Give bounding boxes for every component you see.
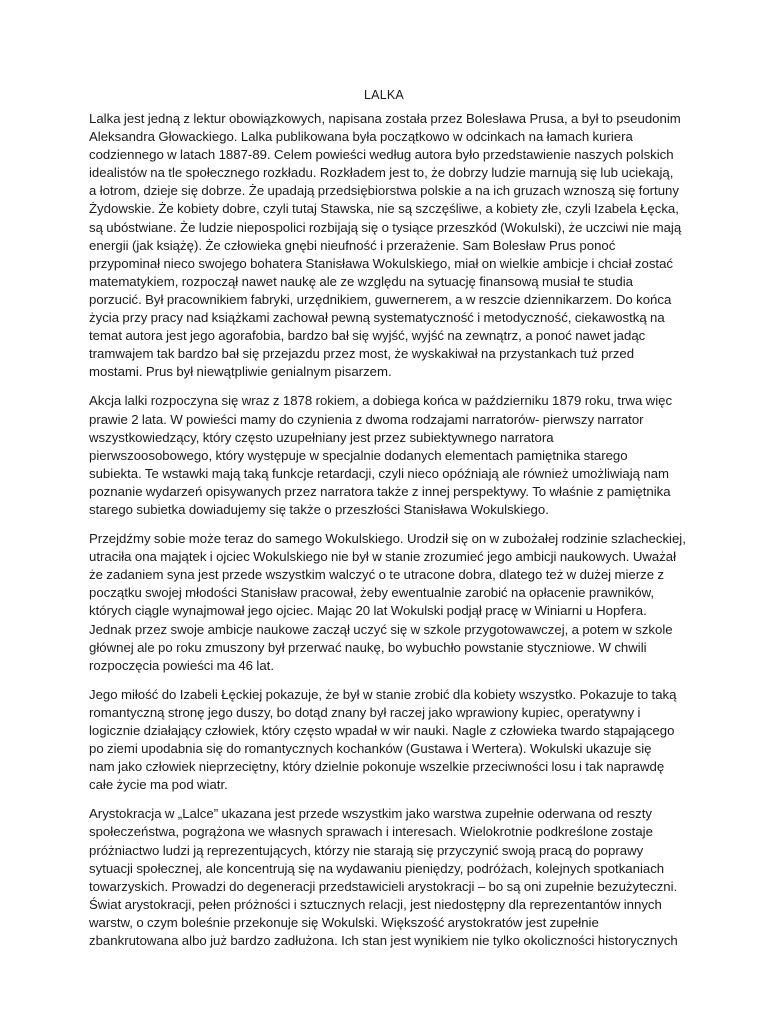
text-line: romantyczną stronę jego duszy, bo dotąd znany był raczej jako wprawiony kupiec, operatywny i [89,704,641,720]
text-line: początku swojej młodości Stanisław pracował, żeby ewentualnie zarobić na opłacenie prawników, [89,585,655,601]
text-line: utraciła ona majątek i ojciec Wokulskiego nie był w stanie zrozumieć jego ambicji naukowych. Uważał [89,549,677,565]
text-line: życia przy pracy nad książkami zachował pewną systematyczność i metodyczność, ciekawostką na [89,310,665,326]
paragraph-2 [89,392,681,519]
text-line: towarzyskich. Prowadzi do degeneracji przedstawicieli arystokracji – bo są oni zupełnie bezużyteczni. [89,878,678,894]
document-title: LALKA [364,88,404,102]
text-line: Arystokracja w „Lalce” ukazana jest przede wszystkim jako warstwa zupełnie oderwana od reszty [89,806,652,822]
text-line: Aleksandra Głowackiego. Lalka publikowana była początkowo w odcinkach na łamach kuriera [89,129,633,145]
text-line: Lalka jest jedną z lektur obowiązkowych, napisana została przez Bolesława Prusa, a był to pseudonim [89,111,681,126]
text-line: matematykiem, rozpoczął nawet naukę ale ze względu na sytuację finansową musiał te studia [89,273,633,289]
paragraph-5 [89,805,681,950]
paragraph-4 [89,686,681,795]
text-line: Jednak przez swoje ambicje naukowe zaczął uczyć się w szkole przygotowawczej, a potem w szkole [89,621,673,637]
paragraph-3 [89,530,686,675]
text-line: Przejdźmy sobie może teraz do samego Wokulskiego. Urodził się on w zubożałej rodzinie szlacheckiej, [89,531,686,547]
text-line: nam jako człowiek nieprzeciętny, który dzielnie pokonuje wszelkie przeciwności losu i tak naprawdę [89,759,665,775]
text-line: po ziemi upodabnia się do romantycznych kochanków (Gustawa i Wertera). Wokulski ukazuje się [89,741,652,757]
text-line: że zadaniem syna jest przede wszystkim walczyć o te utracone dobra, dlatego też w dużej mierze z [89,567,664,583]
text-line: wszystkowiedzący, który często uzupełniany jest przez subiektywnego narratora [89,429,554,445]
text-line: temat autora jest jego agorafobia, bardzo bał się wyjść, wyjść na zewnątrz, a ponoć nawet jadąc [89,328,646,344]
text-line: których ciągle wynajmował jego ojciec. Mając 20 lat Wokulski podjął pracę w Winiarni u Hopfera. [89,603,647,619]
paragraph-1 [89,110,681,381]
text-line: subiekta. Te wstawki mają taką funkcje retardacji, czyli nieco opóźniają ale również umożliwiają nam [89,465,670,481]
text-line: próżniactwo ludzi ją reprezentujących, którzy nie starają się przyczynić swoją pracą do poprawy [89,842,644,858]
text-line: zbankrutowana albo już bardzo zadłużona. Ich stan jest wynikiem nie tylko okoliczności historycznych [89,933,678,949]
text-line: poznanie wydarzeń opisywanych przez narratora także z innej perspektywy. To właśnie z pamiętnika [89,483,671,499]
text-line: Akcja lalki rozpoczyna się wraz z 1878 rokiem, a dobiega końca w październiku 1879 roku, trwa więc [89,393,673,409]
text-line: codziennego w latach 1887-89. Celem powieści według autora było przedstawienie naszych polskich [89,147,674,163]
text-line: Żydowskie. Że kobiety dobre, czyli tutaj Stawska, nie są szczęśliwe, a kobiety złe, czyli Izabela Łęcka, [89,201,679,217]
text-line: warstw, o czym boleśnie przekonuje się Wokulski. Większość arystokratów jest zupełnie [89,914,599,930]
text-line: pierwszoosobowego, który występuje w specjalnie dodanych elementach pamiętnika starego [89,447,628,463]
text-line: społeczeństwa, pogrążona we własnych sprawach i interesach. Wielokrotnie podkreślone zostaje [89,824,653,840]
text-line: rozpoczęcia powieści ma 46 lat. [89,657,274,673]
text-line: mostami. Prus był niewątpliwie genialnym pisarzem. [89,364,392,380]
text-line: energii (jak książę). Że człowieka gnębi nieufność i przerażenie. Sam Bolesław Prus ponoć [89,237,616,253]
text-line: prawie 2 lata. W powieści mamy do czynienia z dwoma rodzajami narratorów- pierwszy narrator [89,411,644,427]
text-line: idealistów na tle społecznego rozkładu. Rozkładem jest to, że dobrzy ludzie marnują się lub uciekają, [89,165,674,181]
text-line: całe życie ma pod wiatr. [89,777,228,793]
text-line: głównej ale po roku zmuszony był przerwać naukę, bo wybuchło powstanie styczniowe. W chwili [89,639,647,655]
text-line: są ubóstwiane. Że ludzie niepospolici rozbijają się o tysiące przeszkód (Wokulski), że uczciwi nie mają [89,219,682,235]
text-line: Świat arystokracji, pełen próżności i sztucznych relacji, jest niedostępny dla reprezentantów innych [89,896,662,912]
text-line: logicznie działający człowiek, który często wpadał w wir nauki. Nagle z człowieka twardo stąpającego [89,723,675,738]
document-body [89,110,686,961]
text-line: sytuacji społecznej, ale koncentrują się na wydawaniu pieniędzy, podróżach, kolejnych spotkaniach [89,860,665,876]
text-line: a łotrom, dzieje się dobrze. Że upadają przedsiębiorstwa polskie a na ich gruzach wznoszą się fortuny [89,183,679,199]
text-line: Jego miłość do Izabeli Łęckiej pokazuje, że był w stanie zrobić dla kobiety wszystko. Pokazuje to taką [89,686,677,702]
text-line: przypominał nieco swojego bohatera Stanisława Wokulskiego, miał on wielkie ambicje i chciał zostać [89,255,674,271]
text-line: porzucić. Był pracownikiem fabryki, urzędnikiem, guwernerem, a w reszcie dziennikarzem. Do końca [89,291,672,307]
text-line: tramwajem tak bardzo bał się przejazdu przez most, że wyskakiwał na przystankach tuż przed [89,346,635,362]
text-line: starego subietka dowiadujemy się także o przeszłości Stanisława Wokulskiego. [89,501,549,517]
